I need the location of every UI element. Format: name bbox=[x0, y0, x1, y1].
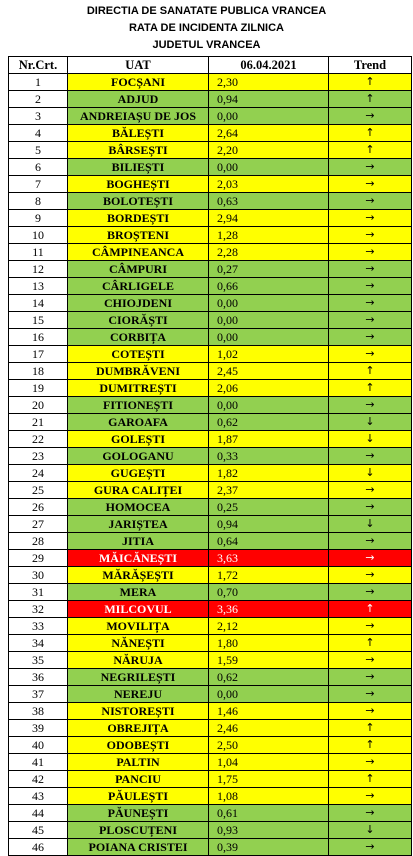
nr-cell: 44 bbox=[9, 805, 68, 822]
table-row bbox=[9, 516, 412, 533]
nr-cell: 35 bbox=[9, 652, 68, 669]
nr-cell: 18 bbox=[9, 363, 68, 380]
header-date: 06.04.2021 bbox=[209, 57, 329, 74]
nr-cell: 19 bbox=[9, 380, 68, 397]
uat-cell: GURA CALIȚEI bbox=[68, 482, 209, 499]
trend-cell: → bbox=[329, 176, 412, 193]
uat-cell: GOLEȘTI bbox=[68, 431, 209, 448]
trend-cell: → bbox=[329, 312, 412, 329]
incidence-value-cell: 0,63 bbox=[209, 193, 329, 210]
table-row bbox=[9, 822, 412, 839]
nr-cell: 31 bbox=[9, 584, 68, 601]
incidence-value-cell: 1,80 bbox=[209, 635, 329, 652]
nr-cell: 15 bbox=[9, 312, 68, 329]
trend-cell: ↑ bbox=[329, 601, 412, 618]
nr-cell: 14 bbox=[9, 295, 68, 312]
incidence-table bbox=[8, 56, 412, 856]
nr-cell: 24 bbox=[9, 465, 68, 482]
uat-cell: DUMITREȘTI bbox=[68, 380, 209, 397]
table-row bbox=[9, 210, 412, 227]
nr-cell: 39 bbox=[9, 720, 68, 737]
trend-cell: → bbox=[329, 499, 412, 516]
trend-cell: ↑ bbox=[329, 720, 412, 737]
uat-cell: PLOSCUȚENI bbox=[68, 822, 209, 839]
table-row bbox=[9, 499, 412, 516]
nr-cell: 10 bbox=[9, 227, 68, 244]
trend-cell: ↓ bbox=[329, 431, 412, 448]
incidence-value-cell: 0,70 bbox=[209, 584, 329, 601]
incidence-value-cell: 0,00 bbox=[209, 397, 329, 414]
trend-cell: → bbox=[329, 584, 412, 601]
trend-cell: → bbox=[329, 652, 412, 669]
incidence-value-cell: 0,33 bbox=[209, 448, 329, 465]
trend-cell: → bbox=[329, 805, 412, 822]
table-row bbox=[9, 193, 412, 210]
table-row bbox=[9, 380, 412, 397]
trend-cell: → bbox=[329, 261, 412, 278]
nr-cell: 13 bbox=[9, 278, 68, 295]
nr-cell: 32 bbox=[9, 601, 68, 618]
nr-cell: 3 bbox=[9, 108, 68, 125]
nr-cell: 43 bbox=[9, 788, 68, 805]
nr-cell: 34 bbox=[9, 635, 68, 652]
uat-cell: CÂMPURI bbox=[68, 261, 209, 278]
uat-cell: MĂICĂNEȘTI bbox=[68, 550, 209, 567]
uat-cell: MĂRĂȘEȘTI bbox=[68, 567, 209, 584]
nr-cell: 12 bbox=[9, 261, 68, 278]
table-row bbox=[9, 584, 412, 601]
table-row bbox=[9, 227, 412, 244]
incidence-value-cell: 2,20 bbox=[209, 142, 329, 159]
table-row bbox=[9, 159, 412, 176]
uat-cell: ADJUD bbox=[68, 91, 209, 108]
table-row bbox=[9, 533, 412, 550]
incidence-value-cell: 1,04 bbox=[209, 754, 329, 771]
trend-cell: → bbox=[329, 550, 412, 567]
table-row bbox=[9, 754, 412, 771]
nr-cell: 6 bbox=[9, 159, 68, 176]
uat-cell: GOLOGANU bbox=[68, 448, 209, 465]
table-row bbox=[9, 329, 412, 346]
table-row bbox=[9, 91, 412, 108]
nr-cell: 17 bbox=[9, 346, 68, 363]
nr-cell: 7 bbox=[9, 176, 68, 193]
nr-cell: 36 bbox=[9, 669, 68, 686]
incidence-value-cell: 0,27 bbox=[209, 261, 329, 278]
incidence-value-cell: 1,82 bbox=[209, 465, 329, 482]
nr-cell: 25 bbox=[9, 482, 68, 499]
uat-cell: JITIA bbox=[68, 533, 209, 550]
uat-cell: PĂUNEȘTI bbox=[68, 805, 209, 822]
trend-cell: ↑ bbox=[329, 125, 412, 142]
trend-cell: ↓ bbox=[329, 822, 412, 839]
uat-cell: BILIEȘTI bbox=[68, 159, 209, 176]
table-body bbox=[9, 74, 412, 856]
incidence-value-cell: 2,46 bbox=[209, 720, 329, 737]
incidence-value-cell: 1,87 bbox=[209, 431, 329, 448]
trend-cell: → bbox=[329, 159, 412, 176]
incidence-value-cell: 0,00 bbox=[209, 159, 329, 176]
incidence-value-cell: 0,64 bbox=[209, 533, 329, 550]
incidence-value-cell: 2,94 bbox=[209, 210, 329, 227]
nr-cell: 40 bbox=[9, 737, 68, 754]
nr-cell: 45 bbox=[9, 822, 68, 839]
trend-cell: ↓ bbox=[329, 465, 412, 482]
incidence-value-cell: 1,02 bbox=[209, 346, 329, 363]
uat-cell: BOGHEȘTI bbox=[68, 176, 209, 193]
table-row bbox=[9, 788, 412, 805]
uat-cell: JARIȘTEA bbox=[68, 516, 209, 533]
uat-cell: CORBIȚA bbox=[68, 329, 209, 346]
incidence-value-cell: 0,62 bbox=[209, 669, 329, 686]
trend-cell: → bbox=[329, 329, 412, 346]
nr-cell: 16 bbox=[9, 329, 68, 346]
uat-cell: CÂMPINEANCA bbox=[68, 244, 209, 261]
trend-cell: ↑ bbox=[329, 142, 412, 159]
uat-cell: BOLOTEȘTI bbox=[68, 193, 209, 210]
incidence-value-cell: 0,66 bbox=[209, 278, 329, 295]
uat-cell: MOVILIȚA bbox=[68, 618, 209, 635]
header-nr: Nr.Crt. bbox=[9, 57, 68, 74]
uat-cell: NĂNEȘTI bbox=[68, 635, 209, 652]
uat-cell: POIANA CRISTEI bbox=[68, 839, 209, 856]
incidence-value-cell: 0,94 bbox=[209, 516, 329, 533]
report-title: DIRECTIA DE SANATATE PUBLICA VRANCEA bbox=[86, 5, 327, 17]
incidence-value-cell: 2,64 bbox=[209, 125, 329, 142]
trend-cell: → bbox=[329, 346, 412, 363]
table-row bbox=[9, 669, 412, 686]
incidence-value-cell: 0,62 bbox=[209, 414, 329, 431]
uat-cell: NISTOREȘTI bbox=[68, 703, 209, 720]
nr-cell: 42 bbox=[9, 771, 68, 788]
table-row bbox=[9, 703, 412, 720]
uat-cell: HOMOCEA bbox=[68, 499, 209, 516]
uat-cell: GAROAFA bbox=[68, 414, 209, 431]
header-uat: UAT bbox=[68, 57, 209, 74]
uat-cell: ANDREIAȘU DE JOS bbox=[68, 108, 209, 125]
uat-cell: PALTIN bbox=[68, 754, 209, 771]
uat-cell: NĂRUJA bbox=[68, 652, 209, 669]
trend-cell: ↑ bbox=[329, 771, 412, 788]
uat-cell: COTEȘTI bbox=[68, 346, 209, 363]
trend-cell: → bbox=[329, 210, 412, 227]
table-row bbox=[9, 312, 412, 329]
trend-cell: → bbox=[329, 788, 412, 805]
table-row bbox=[9, 74, 412, 91]
table-row bbox=[9, 397, 412, 414]
table-row bbox=[9, 550, 412, 567]
uat-cell: CIORĂȘTI bbox=[68, 312, 209, 329]
uat-cell: FITIONEȘTI bbox=[68, 397, 209, 414]
trend-cell: ↑ bbox=[329, 380, 412, 397]
incidence-value-cell: 0,00 bbox=[209, 108, 329, 125]
table-row bbox=[9, 805, 412, 822]
incidence-value-cell: 0,94 bbox=[209, 91, 329, 108]
trend-cell: → bbox=[329, 295, 412, 312]
trend-cell: → bbox=[329, 754, 412, 771]
incidence-value-cell: 3,36 bbox=[209, 601, 329, 618]
incidence-value-cell: 2,30 bbox=[209, 74, 329, 91]
table-row bbox=[9, 720, 412, 737]
incidence-value-cell: 0,93 bbox=[209, 822, 329, 839]
table-row bbox=[9, 601, 412, 618]
table-row bbox=[9, 839, 412, 856]
incidence-value-cell: 0,00 bbox=[209, 295, 329, 312]
table-row bbox=[9, 465, 412, 482]
trend-cell: ↓ bbox=[329, 516, 412, 533]
trend-cell: ↑ bbox=[329, 91, 412, 108]
uat-cell: ODOBEȘTI bbox=[68, 737, 209, 754]
incidence-value-cell: 1,46 bbox=[209, 703, 329, 720]
incidence-value-cell: 1,28 bbox=[209, 227, 329, 244]
trend-cell: → bbox=[329, 244, 412, 261]
uat-cell: CHIOJDENI bbox=[68, 295, 209, 312]
trend-cell: → bbox=[329, 397, 412, 414]
table-row bbox=[9, 431, 412, 448]
uat-cell: OBREJIȚA bbox=[68, 720, 209, 737]
trend-cell: ↓ bbox=[329, 414, 412, 431]
incidence-value-cell: 0,39 bbox=[209, 839, 329, 856]
uat-cell: NEREJU bbox=[68, 686, 209, 703]
incidence-value-cell: 0,00 bbox=[209, 312, 329, 329]
incidence-value-cell: 1,72 bbox=[209, 567, 329, 584]
table-header-row bbox=[9, 57, 412, 74]
table-row bbox=[9, 737, 412, 754]
table-row bbox=[9, 448, 412, 465]
incidence-value-cell: 2,37 bbox=[209, 482, 329, 499]
uat-cell: BORDEȘTI bbox=[68, 210, 209, 227]
nr-cell: 27 bbox=[9, 516, 68, 533]
trend-cell: → bbox=[329, 533, 412, 550]
trend-cell: ↑ bbox=[329, 635, 412, 652]
table-row bbox=[9, 652, 412, 669]
nr-cell: 38 bbox=[9, 703, 68, 720]
nr-cell: 23 bbox=[9, 448, 68, 465]
table-row bbox=[9, 346, 412, 363]
trend-cell: → bbox=[329, 567, 412, 584]
nr-cell: 37 bbox=[9, 686, 68, 703]
nr-cell: 9 bbox=[9, 210, 68, 227]
report-subtitle: RATA DE INCIDENTA ZILNICA bbox=[128, 22, 284, 34]
header-trend: Trend bbox=[329, 57, 412, 74]
trend-cell: → bbox=[329, 703, 412, 720]
nr-cell: 4 bbox=[9, 125, 68, 142]
trend-cell: → bbox=[329, 482, 412, 499]
trend-cell: ↑ bbox=[329, 737, 412, 754]
table-row bbox=[9, 482, 412, 499]
incidence-value-cell: 1,75 bbox=[209, 771, 329, 788]
incidence-value-cell: 2,50 bbox=[209, 737, 329, 754]
nr-cell: 11 bbox=[9, 244, 68, 261]
incidence-value-cell: 2,45 bbox=[209, 363, 329, 380]
table-row bbox=[9, 635, 412, 652]
uat-cell: BROȘTENI bbox=[68, 227, 209, 244]
incidence-value-cell: 0,00 bbox=[209, 329, 329, 346]
nr-cell: 46 bbox=[9, 839, 68, 856]
table-row bbox=[9, 244, 412, 261]
table-row bbox=[9, 295, 412, 312]
table-row bbox=[9, 363, 412, 380]
trend-cell: → bbox=[329, 227, 412, 244]
nr-cell: 8 bbox=[9, 193, 68, 210]
table-row bbox=[9, 414, 412, 431]
uat-cell: PANCIU bbox=[68, 771, 209, 788]
uat-cell: BÂRSEȘTI bbox=[68, 142, 209, 159]
table-row bbox=[9, 176, 412, 193]
nr-cell: 26 bbox=[9, 499, 68, 516]
nr-cell: 2 bbox=[9, 91, 68, 108]
nr-cell: 41 bbox=[9, 754, 68, 771]
table-row bbox=[9, 108, 412, 125]
uat-cell: CÂRLIGELE bbox=[68, 278, 209, 295]
nr-cell: 30 bbox=[9, 567, 68, 584]
incidence-value-cell: 0,61 bbox=[209, 805, 329, 822]
nr-cell: 5 bbox=[9, 142, 68, 159]
trend-cell: → bbox=[329, 669, 412, 686]
nr-cell: 22 bbox=[9, 431, 68, 448]
trend-cell: ↑ bbox=[329, 363, 412, 380]
nr-cell: 21 bbox=[9, 414, 68, 431]
nr-cell: 1 bbox=[9, 74, 68, 91]
table-row bbox=[9, 618, 412, 635]
table-row bbox=[9, 278, 412, 295]
incidence-value-cell: 0,00 bbox=[209, 686, 329, 703]
incidence-value-cell: 2,28 bbox=[209, 244, 329, 261]
nr-cell: 33 bbox=[9, 618, 68, 635]
nr-cell: 28 bbox=[9, 533, 68, 550]
uat-cell: MERA bbox=[68, 584, 209, 601]
uat-cell: DUMBRĂVENI bbox=[68, 363, 209, 380]
trend-cell: → bbox=[329, 108, 412, 125]
nr-cell: 29 bbox=[9, 550, 68, 567]
trend-cell: → bbox=[329, 839, 412, 856]
incidence-value-cell: 2,06 bbox=[209, 380, 329, 397]
incidence-value-cell: 2,03 bbox=[209, 176, 329, 193]
incidence-value-cell: 1,59 bbox=[209, 652, 329, 669]
trend-cell: ↑ bbox=[329, 74, 412, 91]
table-row bbox=[9, 142, 412, 159]
trend-cell: → bbox=[329, 278, 412, 295]
trend-cell: → bbox=[329, 193, 412, 210]
trend-cell: → bbox=[329, 686, 412, 703]
table-row bbox=[9, 567, 412, 584]
incidence-value-cell: 0,25 bbox=[209, 499, 329, 516]
trend-cell: → bbox=[329, 448, 412, 465]
table-row bbox=[9, 686, 412, 703]
trend-cell: → bbox=[329, 618, 412, 635]
table-row bbox=[9, 261, 412, 278]
uat-cell: PĂULEȘTI bbox=[68, 788, 209, 805]
incidence-value-cell: 3,63 bbox=[209, 550, 329, 567]
uat-cell: FOCȘANI bbox=[68, 74, 209, 91]
uat-cell: NEGRILEȘTI bbox=[68, 669, 209, 686]
uat-cell: BĂLEȘTI bbox=[68, 125, 209, 142]
uat-cell: GUGEȘTI bbox=[68, 465, 209, 482]
nr-cell: 20 bbox=[9, 397, 68, 414]
report-county: JUDETUL VRANCEA bbox=[152, 39, 261, 51]
incidence-value-cell: 1,08 bbox=[209, 788, 329, 805]
table-row bbox=[9, 771, 412, 788]
incidence-value-cell: 2,12 bbox=[209, 618, 329, 635]
uat-cell: MILCOVUL bbox=[68, 601, 209, 618]
table-row bbox=[9, 125, 412, 142]
